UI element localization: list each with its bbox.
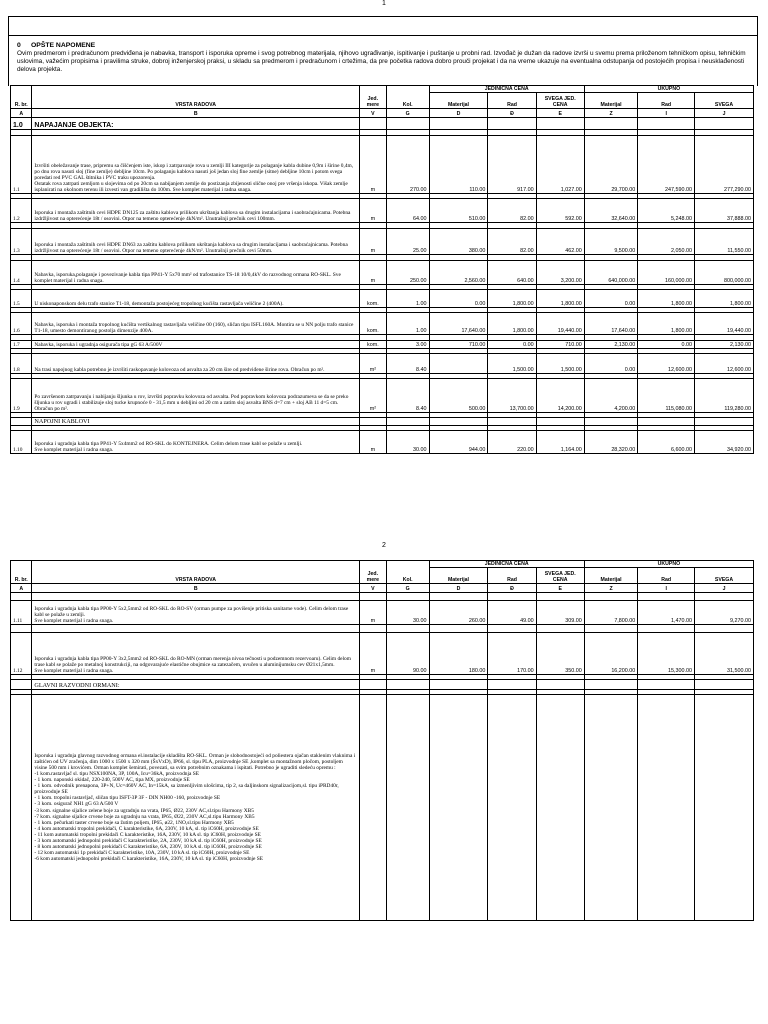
- bill-of-quantities-page-1: [10, 85, 754, 454]
- column-letter: G: [386, 109, 429, 118]
- item-unit-labor: 220.00: [488, 431, 536, 454]
- item-number: 1.3: [11, 229, 32, 255]
- col-header-svega: SVEGA: [695, 93, 754, 109]
- page-number: 1: [382, 0, 386, 7]
- item-description: Nabavka, isporuka i ugradnja osigurača tipa gG 63 A/500V: [32, 341, 360, 349]
- column-letter: E: [536, 109, 584, 118]
- col-header-vrsta-radova: VRSTA RADOVA: [32, 561, 360, 584]
- table-row: [11, 341, 754, 349]
- column-letter: E: [536, 584, 584, 593]
- bill-of-quantities-page-2: [10, 560, 754, 921]
- item-total-material: 17,640.00: [584, 313, 638, 335]
- item-description: Isporuka i ugradnja kabla tipa PP00-Y 5x2,5mm2 od RO-SKL do RO-SV (orman pumpe za povišenje pritiska sanitarne vode). Celim delom trase kabl se polaže u zemlji. Sve komplet materijal i radna snaga.: [32, 601, 360, 625]
- item-description: Nabavka, isporuka,polaganje i povezivanje kabla tipa PP41-Y 5x70 mm² od trafostanice TS-18 10/0,4kV do razvodnog ormana RO-SKL. Sve komplet materijal i radna snaga.: [32, 261, 360, 285]
- col-header-svega-jed-cena: SVEGA JED. CENA: [536, 93, 584, 109]
- col-header-kol: Kol.: [386, 561, 429, 584]
- general-notes: [8, 36, 758, 86]
- item-quantity: 3.00: [386, 341, 429, 349]
- item-quantity: 30.00: [386, 601, 429, 625]
- item-description: U niskonaponskom delu trafo stanice T1-18, demontaža postojećeg tropolnog kućišta rastavljača veličine 2 (400A).: [32, 290, 360, 308]
- item-number: 1.8: [11, 354, 32, 374]
- item-unit: m²: [359, 354, 386, 374]
- item-total: 31,500.00: [695, 633, 754, 675]
- spacer-row: [11, 625, 754, 633]
- item-unit: m: [359, 633, 386, 675]
- column-letter: J: [695, 109, 754, 118]
- item-number: [11, 695, 32, 921]
- item-total-material: 32,640.00: [584, 199, 638, 223]
- item-total-labor: 1,470.00: [638, 601, 695, 625]
- item-description: Isporuka i montaža zaštitnih cevi HDPE DN63 za zaštitu kablova prilikom ukrštanja kablova sa drugim instalacijama i saobraćajnicama. Potebna izdržljivost na opterećenje 18t / osovini. Otpor na temeno opterećenje 4kN/m². Unutrašnji prečnik cevi 50mm.: [32, 229, 360, 255]
- item-unit-total: 3,200.00: [536, 261, 584, 285]
- item-unit-total: 14,200.00: [536, 379, 584, 413]
- col-header-jedinicna-cena: JEDINIČNA CENA: [429, 86, 584, 93]
- table-row: [11, 601, 754, 625]
- item-quantity: 1.00: [386, 313, 429, 335]
- table-row: [11, 695, 754, 921]
- item-number: 1.9: [11, 379, 32, 413]
- item-total-labor: 2,050.00: [638, 229, 695, 255]
- page-top-frame: [8, 16, 758, 36]
- item-total: 9,270.00: [695, 601, 754, 625]
- table-row: [11, 313, 754, 335]
- item-number: 1.5: [11, 290, 32, 308]
- item-unit-labor: 0.00: [488, 341, 536, 349]
- item-number: 1.7: [11, 341, 32, 349]
- item-unit-material: 510.00: [429, 199, 488, 223]
- item-total-material: 0.00: [584, 354, 638, 374]
- item-total-labor: 12,600.00: [638, 354, 695, 374]
- item-quantity: 270.00: [386, 136, 429, 194]
- item-unit-total: 1,164.00: [536, 431, 584, 454]
- col-header-ukupno: UKUPNO: [584, 86, 753, 93]
- item-total: 12,600.00: [695, 354, 754, 374]
- col-header-jed-mere: Jed. mere: [359, 561, 386, 584]
- table-row: [11, 431, 754, 454]
- item-unit-material: 260.00: [429, 601, 488, 625]
- column-letter: Z: [584, 584, 638, 593]
- group-label: NAPOJNI KABLOVI: [32, 418, 360, 426]
- item-unit-labor: 1,500.00: [488, 354, 536, 374]
- col-header-rb: R. br.: [11, 86, 32, 109]
- column-letter: I: [638, 584, 695, 593]
- item-unit-labor: 82.00: [488, 199, 536, 223]
- item-number: 1.4: [11, 261, 32, 285]
- item-total-material: 0.00: [584, 290, 638, 308]
- table-row: [11, 290, 754, 308]
- column-letter: A: [11, 584, 32, 593]
- item-description: Na trasi napojnog kabla potrebno je izvršiti raskopavanje kolovoza od asvalta za 20 cm šire od predviđene širine rova. Obračun po m².: [32, 354, 360, 374]
- column-letter: D: [429, 109, 488, 118]
- item-quantity: 8.40: [386, 379, 429, 413]
- col-header-ukupno-materijal: Materijal: [584, 93, 638, 109]
- group-label-row: [11, 680, 754, 690]
- col-header-vrsta-radova: VRSTA RADOVA: [32, 86, 360, 109]
- table-row: [11, 199, 754, 223]
- item-unit-material: 944.00: [429, 431, 488, 454]
- item-unit: m: [359, 199, 386, 223]
- item-quantity: 8.40: [386, 354, 429, 374]
- col-header-materijal: Materijal: [429, 568, 488, 584]
- col-header-rad: Rad: [488, 93, 536, 109]
- item-unit-labor: 170.00: [488, 633, 536, 675]
- item-quantity: 30.00: [386, 431, 429, 454]
- item-total-material: 16,200.00: [584, 633, 638, 675]
- general-notes-heading: OPŠTE NAPOMENE: [31, 42, 96, 49]
- item-total-labor: 247,590.00: [638, 136, 695, 194]
- item-description: Isporuka i ugradnja kabla tipa PP41-Y 5x4mm2 od RO-SKL do KONTEJNERA. Celim delom trase kabl se polaže u zemlji. Sve komplet materijal i radna snaga.: [32, 431, 360, 454]
- table-row: [11, 229, 754, 255]
- col-header-kol: Kol.: [386, 86, 429, 109]
- item-total: 34,920.00: [695, 431, 754, 454]
- section-row: [11, 118, 754, 130]
- item-unit-total: 19,440.00: [536, 313, 584, 335]
- item-unit-material: [429, 354, 488, 374]
- col-header-ukupno: UKUPNO: [584, 561, 753, 568]
- item-unit: m: [359, 431, 386, 454]
- item-total-material: 7,800.00: [584, 601, 638, 625]
- item-total-material: 29,700.00: [584, 136, 638, 194]
- general-notes-text: Ovim predmerom i predračunom predviđena je nabavka, transport i isporuka opreme i svog potrebnog materijala, njihovo ugrađivanje, ispitivanje i puštanje u probni rad. Izvođač je dužan da radove izvrši u svemu prema priloženom tehničkom opisu, tehničkim uslovima, važećim propisima i pravilima struke, dobroj inženjerskoj praksi, u skladu sa predmerom i predračunom i crtežima, da pre početka radova dobro prouči projekat i da na vreme ukazuje na eventualna odstupanja od postojećih propisa i neusklađenosti delova projekta.: [17, 50, 746, 73]
- item-unit-material: 180.00: [429, 633, 488, 675]
- item-number: 1.10: [11, 431, 32, 454]
- item-number: 1.6: [11, 313, 32, 335]
- item-quantity: 250.00: [386, 261, 429, 285]
- item-total: 1,800.00: [695, 290, 754, 308]
- item-unit-material: 380.00: [429, 229, 488, 255]
- item-quantity: 1.00: [386, 290, 429, 308]
- general-notes-number: 0: [17, 42, 21, 49]
- section-number: 1.0: [11, 118, 32, 130]
- column-letter: V: [359, 584, 386, 593]
- column-letter: D: [429, 584, 488, 593]
- column-letter: Z: [584, 109, 638, 118]
- item-unit-total: 592.00: [536, 199, 584, 223]
- item-unit: m: [359, 261, 386, 285]
- item-total-material: 4,200.00: [584, 379, 638, 413]
- spacer-row: [11, 593, 754, 601]
- item-unit: m: [359, 601, 386, 625]
- column-letter: Đ: [488, 109, 536, 118]
- col-header-jed-mere: Jed. mere: [359, 86, 386, 109]
- item-quantity: 90.00: [386, 633, 429, 675]
- column-letter: B: [32, 584, 360, 593]
- table-row: [11, 633, 754, 675]
- item-total-labor: 1,800.00: [638, 313, 695, 335]
- item-unit: kom.: [359, 290, 386, 308]
- item-number: 1.12: [11, 633, 32, 675]
- item-unit-material: 17,640.00: [429, 313, 488, 335]
- table-row: [11, 354, 754, 374]
- item-unit: m: [359, 229, 386, 255]
- col-header-svega-jed-cena: SVEGA JED. CENA: [536, 568, 584, 584]
- table-row: [11, 379, 754, 413]
- item-description: Isporuka i ugradnja kabla tipa PP00-Y 3x2,5mm2 od RO-SKL do RO-MN (orman merenja nivoa tečnosti u podzemnom rezervoaru). Celim delom trase kabl se polaže po metalnoj konstrukciji, na odgovarajuće elastične obujmice sa zatezačem, uvučen u aluminijumsku cev Ø21x1,5mm. Sve komplet materijal i radna snaga.: [32, 633, 360, 675]
- item-total: 2,130.00: [695, 341, 754, 349]
- column-letter: A: [11, 109, 32, 118]
- column-letter: J: [695, 584, 754, 593]
- item-unit-labor: 13,700.00: [488, 379, 536, 413]
- item-number: 1.11: [11, 601, 32, 625]
- item-unit-labor: 640.00: [488, 261, 536, 285]
- item-total-labor: 5,248.00: [638, 199, 695, 223]
- table-row: [11, 136, 754, 194]
- item-total-labor: 1,800.00: [638, 290, 695, 308]
- item-total-material: 2,130.00: [584, 341, 638, 349]
- col-header-materijal: Materijal: [429, 93, 488, 109]
- item-total-material: 640,000.00: [584, 261, 638, 285]
- page-number: 2: [382, 542, 386, 549]
- group-label: GLAVNI RAZVODNI ORMANI:: [32, 680, 360, 690]
- item-unit-material: 0.00: [429, 290, 488, 308]
- item-unit-total: 309.00: [536, 601, 584, 625]
- item-unit-total: 1,800.00: [536, 290, 584, 308]
- item-unit-total: 350.00: [536, 633, 584, 675]
- item-unit-material: 710.00: [429, 341, 488, 349]
- item-description: Izvršiti obeležavanje trase, pripremu sa čišćenjem iste, iskop i zatrpavanje rova u zemlji III kategorije za polaganje kabla dubine 0,9m i širine 0,4m, po dnu rova nasuti sloj (fine zemlje) debljine 10cm. Po polaganju kablova nasuti još jedan sloj fine zemlje (sitne) debljine 10cm i potom svega poredati red PVC GAL štitnika i PVC traku upozorenja. Ostatak rova zatrpati zemljom u slojevima od po 20cm sa nabijanjem zemlje do postizanja zbijenosti slične onoj pre vršenja iskopa. Višak zemlje isplanirati na okolnom terenu ili izvesti van gradilišta do 100m. Sve komplet materijal i radna snaga.: [32, 136, 360, 194]
- item-total-labor: 115,080.00: [638, 379, 695, 413]
- item-total-labor: 15,300.00: [638, 633, 695, 675]
- item-number: 1.2: [11, 199, 32, 223]
- item-unit-labor: 1,800.00: [488, 290, 536, 308]
- item-total-labor: 160,000.00: [638, 261, 695, 285]
- column-letter: V: [359, 109, 386, 118]
- col-header-svega: SVEGA: [695, 568, 754, 584]
- item-total: 11,550.00: [695, 229, 754, 255]
- item-unit-labor: 49.00: [488, 601, 536, 625]
- item-unit-total: 462.00: [536, 229, 584, 255]
- item-total: 800,000.00: [695, 261, 754, 285]
- col-header-ukupno-materijal: Materijal: [584, 568, 638, 584]
- item-total: 119,280.00: [695, 379, 754, 413]
- item-total-material: 28,320.00: [584, 431, 638, 454]
- item-quantity: 25.00: [386, 229, 429, 255]
- item-unit-labor: 917.00: [488, 136, 536, 194]
- item-unit: kom.: [359, 341, 386, 349]
- item-description: Isporuka i montaža zaštitnih cevi HDPE DN125 za zaštitu kablova prilikom ukrštanja kablova sa drugim instalacijama i saobraćajnicama. Potebna izdržljivost na opterećenje 18t / osovini. Otpor na temeno opterećenje 4kN/m². Unutrašnji prečnik cevi 100mm.: [32, 199, 360, 223]
- item-unit: kom.: [359, 313, 386, 335]
- item-unit-material: 110.00: [429, 136, 488, 194]
- item-unit-total: 1,027.00: [536, 136, 584, 194]
- item-unit-labor: 1,800.00: [488, 313, 536, 335]
- item-unit: m²: [359, 379, 386, 413]
- item-total: 37,888.00: [695, 199, 754, 223]
- column-letter: B: [32, 109, 360, 118]
- item-total-labor: 6,600.00: [638, 431, 695, 454]
- item-total-labor: 0.00: [638, 341, 695, 349]
- item-quantity: 64.00: [386, 199, 429, 223]
- group-label-row: [11, 418, 754, 426]
- item-unit-material: 2,560.00: [429, 261, 488, 285]
- item-unit-total: 710.00: [536, 341, 584, 349]
- col-header-ukupno-rad: Rad: [638, 93, 695, 109]
- section-title: NAPAJANJE OBJEKTA:: [32, 118, 360, 130]
- item-unit: m: [359, 136, 386, 194]
- column-letter: I: [638, 109, 695, 118]
- item-unit-total: 1,500.00: [536, 354, 584, 374]
- item-total: 19,440.00: [695, 313, 754, 335]
- item-number: 1.1: [11, 136, 32, 194]
- item-unit-labor: 82.00: [488, 229, 536, 255]
- col-header-rb: R. br.: [11, 561, 32, 584]
- column-letter: G: [386, 584, 429, 593]
- item-unit-material: 500.00: [429, 379, 488, 413]
- item-description: Nabavka, isporuka i montaža tropolnog kućišta vertikalnog rastavljača veličine 00 (160), sličan tipu ISFL160A. Montira se u NN polju trafo stanice T1-18, umesto demontiranog postolja dimenzije 400A.: [32, 313, 360, 335]
- col-header-rad: Rad: [488, 568, 536, 584]
- item-total-material: 9,500.00: [584, 229, 638, 255]
- col-header-ukupno-rad: Rad: [638, 568, 695, 584]
- item-description: Isporuka i ugradnja glavnog razvodnog ormana el.instalacije skladišta RO-SKL. Orman je slobodnostojeći od poliestera ojačan staklenim vlaknima i zaštićen od UV zračenja, dim 1000 x 1500 x 320 mm (ŠxVxD), IP66, sl. tipu PLA, proizvodnje SE ,komplet sa montažnom pločom, postoljem visine 500 mm i krovićem. Orman komplet šemirati, povezati, sa svim potrebnim oznakama i ispitati. Potrebno je ugraditi sledeću opremu : -1 kom.rastavljač sl. tipu NSX100NA, 3P, 100A, Icu=36kA, proizvodnja SE - 1 kom. naponski okidač, 220-240, 500V AC, tipa MX, proizvodnje SE - 1 kom. odvodnik prenapona, 3P+N, Uc=460V AC, In=15kA, sa izmenljivim ulošcima, tip 2, sa daljinskom signalizacijom,sl. tipu iPRD40r, proizvodnje SE - 1 kom. tropolni rastavljač, sličan tipu ISFT-3P 3F - DIN NH00 -160, proizvodnje SE - 3 kom. osigurač NH1 gG 63 A/500 V -3 kom. signalne sijalice zelene boje za ugradnju na vrata, IP65, Ø22, 230V AC,sl.tipu Harmony XB5 -7 kom. signalne sijalice crvene boje za ugradnju na vrata, IP65, Ø22, 230V AC,sl.tipu Harmony XB5 - 1 kom. pečurkati taster crvene boje sa žutim poljem, IP65, ø22, 1NO,sl.tipu Harmony XB5 - 4 kom automatski tropolni prekidači, C karakteristike, 6A, 230V, 10 kA, sl. tip iC60H, proizvodnje SE - 11 kom automatski tropolni prekidači C karakteristike, 16A, 230V, 10 kA sl. tip iC60H, proizvodnje SE - 3 kom automatski jednopolni prekidači C karakteristike, 2A, 230V, 10 kA sl. tip iC60H, proizvodnje SE - 8 kom automatski jednopolni prekidači C karakteristike, 6A, 230V, 10 kA sl. tip iC60H, proizvodnje SE - 12 kom automatski 1p prekidači C karakteristike, 10A, 230V, 10 kA sl. tip iC60H, proizvodnje SE -6 kom automatski jednopolni prekidači C karakteristike, 16A, 230V, 10 kA sl. tip iC60H, proizvodnje SE: [32, 695, 360, 921]
- item-total: 277,290.00: [695, 136, 754, 194]
- item-description: Po završenom zatrpavanju i nabijanju šljunka u rov, izvršiti popravku kolovoza od asvalta. Pod popravkom kolovoza podrazumeva se da se preko šljunka u rov ugradi i stabilizuje sloj tucke krupnoće 0 - 31,5 mm u debljini od 20 cm a zatim sloj asvalta BNS d=7 cm + sloj AB 11 d=5 cm. Obračun po m².: [32, 379, 360, 413]
- col-header-jedinicna-cena: JEDINIČNA CENA: [429, 561, 584, 568]
- table-row: [11, 261, 754, 285]
- column-letter: Đ: [488, 584, 536, 593]
